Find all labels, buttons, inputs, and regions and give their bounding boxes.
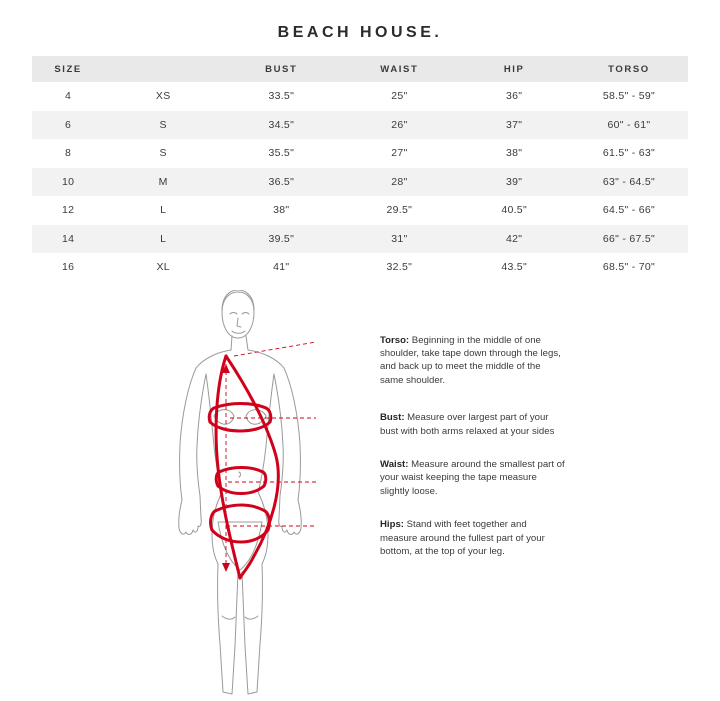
cell-letter-size: S [159, 147, 167, 160]
cell-size: 14 [32, 225, 104, 254]
note-torso-label: Torso: [380, 334, 410, 346]
torso-guide-callout [234, 342, 316, 356]
note-waist [380, 458, 566, 498]
column-header-torso: TORSO [570, 56, 688, 82]
bust-band-top [214, 403, 266, 408]
note-torso-text: Beginning in the middle of one shoulder, take tape down through the legs, and back up to meet the middle of the same shoulder. [380, 334, 561, 386]
cell-hip: 42" [458, 225, 570, 254]
table-row [32, 82, 688, 111]
cell-letter-size: S [104, 111, 222, 140]
cell-size: 4 [65, 90, 72, 103]
cell-waist: 27" [391, 147, 408, 160]
note-torso [380, 334, 566, 388]
cell-size: 16 [61, 261, 75, 274]
table-header [32, 56, 688, 82]
cell-waist: 25" [391, 90, 408, 103]
cell-size: 6 [32, 111, 104, 140]
female-figure-illustration [118, 290, 408, 700]
cell-hip: 36" [505, 90, 523, 103]
cell-bust: 39.5" [222, 225, 340, 254]
measurement-instructions [380, 334, 566, 576]
table-row [32, 225, 688, 254]
cell-waist: 28" [340, 168, 458, 197]
table-row [32, 139, 688, 168]
cell-hip: 40.5" [501, 204, 527, 217]
cell-letter-size: L [160, 204, 167, 217]
note-bust [380, 411, 566, 438]
note-hips-label: Hips: [380, 519, 404, 531]
cell-waist: 26" [340, 111, 458, 140]
note-hips [380, 518, 566, 558]
cell-torso: 68.5" - 70" [602, 261, 656, 274]
cell-torso: 60" - 61" [570, 111, 688, 140]
note-hips-text: Stand with feet together and measure around the fullest part of your bottom, at the top of your leg. [380, 519, 545, 557]
table-body [32, 82, 688, 282]
cell-waist: 31" [340, 225, 458, 254]
cell-size: 12 [61, 204, 75, 217]
size-chart-table [32, 56, 688, 282]
column-header-waist: WAIST [340, 56, 458, 82]
cell-bust: 41" [273, 261, 290, 274]
cell-letter-size: XS [155, 90, 171, 103]
brand-title: BEACH HOUSE. [277, 24, 443, 41]
column-header-letter-size [104, 56, 222, 82]
cell-size: 10 [32, 168, 104, 197]
column-header-hip: HIP [458, 56, 570, 82]
cell-torso: 58.5" - 59" [602, 90, 656, 103]
note-waist-label: Waist: [380, 458, 409, 470]
waist-band-right [263, 472, 266, 486]
note-bust-text: Measure over largest part of your bust with both arms relaxed at your sides [380, 412, 555, 437]
bust-band-front [210, 422, 270, 431]
measurement-diagram [0, 290, 720, 700]
column-header-bust: BUST [222, 56, 340, 82]
cell-torso: 66" - 67.5" [570, 225, 688, 254]
cell-bust: 36.5" [222, 168, 340, 197]
note-bust-label: Bust: [380, 412, 405, 424]
cell-letter-size: L [104, 225, 222, 254]
table-row [32, 253, 688, 282]
cell-hip: 38" [505, 147, 523, 160]
table-row [32, 196, 688, 225]
table-row [32, 168, 688, 197]
cell-waist: 32.5" [386, 261, 413, 274]
cell-hip: 43.5" [501, 261, 527, 274]
cell-letter-size: M [104, 168, 222, 197]
cell-bust: 33.5" [268, 90, 295, 103]
cell-letter-size: XL [156, 261, 170, 274]
cell-torso: 61.5" - 63" [602, 147, 656, 160]
table-row [32, 111, 688, 140]
column-header-size: SIZE [32, 56, 104, 82]
cell-bust: 35.5" [268, 147, 295, 160]
cell-hip: 39" [458, 168, 570, 197]
measurement-bands [209, 356, 278, 578]
cell-torso: 63" - 64.5" [570, 168, 688, 197]
cell-size: 8 [65, 147, 72, 160]
table-header-row [32, 56, 688, 82]
cell-bust: 34.5" [222, 111, 340, 140]
cell-waist: 29.5" [386, 204, 413, 217]
cell-torso: 64.5" - 66" [602, 204, 656, 217]
cell-bust: 38" [273, 204, 290, 217]
cell-hip: 37" [458, 111, 570, 140]
waist-band-front [218, 486, 264, 494]
note-waist-text: Measure around the smallest part of your waist keeping the tape measure slightly loose. [380, 458, 565, 497]
